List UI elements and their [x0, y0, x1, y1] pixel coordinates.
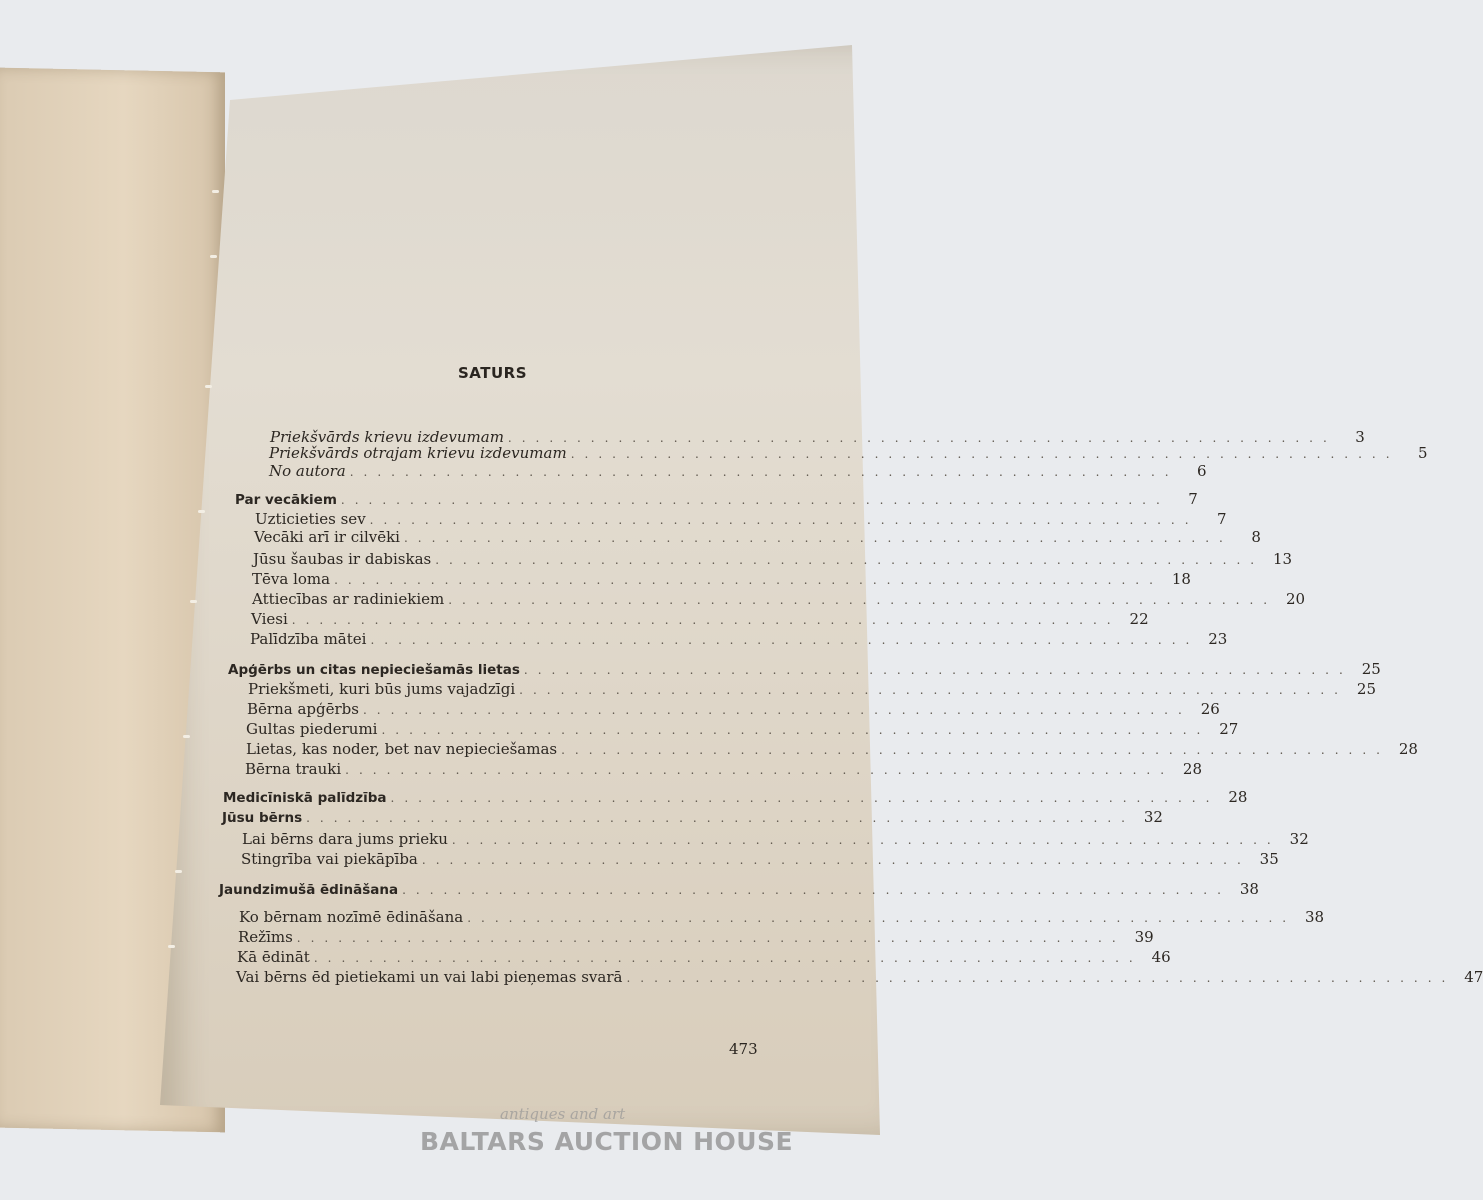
toc-entry-title: Režīms: [238, 928, 293, 946]
dot-leader: ............................................................: [403, 531, 1233, 545]
dot-leader: ............................................................: [313, 951, 1143, 965]
toc-entry-page: 38: [1305, 908, 1325, 926]
toc-entry-page: 7: [1188, 490, 1198, 508]
dot-leader: ............................................................: [570, 447, 1400, 461]
toc-entry: [238, 928, 1154, 947]
toc-entry: [252, 570, 1191, 589]
dot-leader: ............................................................: [362, 703, 1192, 717]
toc-entry: [235, 490, 1198, 509]
dot-leader: ............................................................: [306, 811, 1135, 825]
toc-entry-page: 8: [1251, 528, 1261, 546]
toc-entry-title: Vai bērns ēd pietiekami un vai labi pieņemas svarā: [236, 968, 623, 986]
toc-entry: [241, 850, 1279, 869]
toc-entry-page: 38: [1239, 880, 1259, 898]
toc-entry-title: Viesi: [251, 610, 288, 628]
toc-entry-page: 7: [1217, 510, 1227, 528]
dot-leader: ............................................................: [435, 553, 1265, 567]
dot-leader: ............................................................: [334, 573, 1163, 587]
toc-entry: [269, 462, 1207, 481]
toc-entry-title: Uzticieties sev: [255, 510, 366, 528]
dot-leader: ............................................................: [390, 791, 1220, 805]
toc-entry-title: Lietas, kas noder, bet nav nepieciešamas: [246, 740, 558, 758]
toc-entry-page: 32: [1289, 830, 1309, 848]
dot-leader: ............................................................: [291, 613, 1121, 627]
toc-entry: [246, 740, 1418, 759]
toc-entry-title: Jūsu bērns: [222, 810, 303, 826]
toc-entry-page: 32: [1143, 808, 1163, 826]
dot-leader: ............................................................: [369, 513, 1199, 527]
toc-entry-title: Bērna trauki: [245, 760, 342, 778]
toc-entry-title: Stingrība vai piekāpība: [241, 850, 418, 868]
toc-entry-page: 6: [1197, 462, 1207, 480]
toc-entry: [242, 830, 1309, 849]
dot-leader: ............................................................: [451, 833, 1281, 847]
dot-leader: ............................................................: [370, 633, 1200, 647]
toc-entry-title: Jaundzimušā ēdināšana: [219, 882, 399, 898]
dot-leader: ............................................................: [626, 971, 1456, 985]
toc-entry: [255, 510, 1227, 529]
toc-entry-page: 27: [1219, 720, 1239, 738]
toc-entry: [223, 788, 1248, 807]
toc-entry-page: 5: [1418, 444, 1428, 462]
toc-entry-title: No autora: [269, 462, 346, 480]
toc-entry-title: Gultas piederumi: [246, 720, 378, 738]
toc-entry-title: Apģērbs un citas nepieciešamās lietas: [228, 662, 520, 678]
toc-entry: [251, 610, 1149, 629]
dot-leader: ............................................................: [467, 911, 1297, 925]
toc-entry-title: Attiecības ar radiniekiem: [252, 590, 445, 608]
dot-leader: ............................................................: [381, 723, 1211, 737]
toc-entry-page: 28: [1398, 740, 1418, 758]
toc-entry: [269, 444, 1428, 463]
toc-entry-title: Bērna apģērbs: [247, 700, 359, 718]
toc-entry-title: Vecāki arī ir cilvēki: [254, 528, 400, 546]
toc-entry: [222, 808, 1163, 827]
toc-entry: [237, 948, 1171, 967]
toc-entry: [253, 550, 1293, 569]
toc-entry-title: Medicīniskā palīdzība: [223, 790, 387, 806]
toc-entry-page: 26: [1200, 700, 1220, 718]
dot-leader: ............................................................: [519, 683, 1348, 697]
toc-entry-title: Jūsu šaubas ir dabiskas: [253, 550, 432, 568]
toc-entry-title: Kā ēdināt: [237, 948, 310, 966]
toc-entry-page: 28: [1182, 760, 1203, 778]
toc-entry: [228, 660, 1381, 679]
watermark: [420, 1105, 820, 1175]
toc-entry-title: Priekšvārds otrajam krievu izdevumam: [269, 444, 567, 462]
toc-entry-title: Tēva loma: [252, 570, 331, 588]
toc-entry-page: 18: [1171, 570, 1191, 588]
toc-entry: [250, 630, 1228, 649]
toc-entry-page: 46: [1151, 948, 1171, 966]
dot-leader: ............................................................: [340, 493, 1170, 507]
toc-entry-title: Priekšvārds krievu izdevumam: [270, 428, 504, 446]
toc-entry-page: 39: [1134, 928, 1154, 946]
dot-leader: ............................................................: [561, 743, 1390, 757]
toc-entry: [236, 968, 1483, 987]
dot-leader: ............................................................: [523, 663, 1353, 677]
toc-entry: [219, 880, 1259, 899]
toc-entry-page: 23: [1208, 630, 1228, 648]
dot-leader: ............................................................: [402, 883, 1231, 897]
toc-entry-page: 28: [1228, 788, 1248, 806]
toc-entry: [247, 700, 1220, 719]
toc-entry: [252, 590, 1306, 609]
page-number: 473: [729, 1040, 758, 1058]
watermark-brand: BALTARS AUCTION HOUSE: [420, 1127, 794, 1156]
dot-leader: ............................................................: [345, 763, 1175, 777]
toc-entry-page: 35: [1259, 850, 1279, 868]
toc-entry-title: Par vecākiem: [235, 492, 337, 508]
toc-entry: [246, 720, 1239, 739]
toc-entry-title: Priekšmeti, kuri būs jums vajadzīgi: [248, 680, 516, 698]
watermark-tagline: antiques and art: [500, 1105, 626, 1123]
toc-entry-page: 25: [1361, 660, 1381, 678]
toc-entry-page: 3: [1355, 428, 1365, 446]
toc-entry: [245, 760, 1203, 779]
dot-leader: ............................................................: [349, 465, 1179, 479]
toc-heading: SATURS: [458, 364, 528, 382]
toc-entry-title: Palīdzība mātei: [250, 630, 367, 648]
toc-entry-page: 47: [1464, 968, 1483, 986]
toc-entry-title: Ko bērnam nozīmē ēdināšana: [239, 908, 464, 926]
dot-leader: ............................................................: [421, 853, 1251, 867]
toc-entry-page: 25: [1356, 680, 1376, 698]
dot-leader: ............................................................: [448, 593, 1278, 607]
toc-entry-title: Lai bērns dara jums prieku: [242, 830, 448, 848]
toc-entry: [248, 680, 1376, 699]
dot-leader: ............................................................: [296, 931, 1126, 945]
toc-entry: [239, 908, 1325, 927]
toc-entry: [254, 528, 1261, 547]
toc-entry-page: 22: [1129, 610, 1149, 628]
dot-leader: ............................................................: [507, 431, 1337, 445]
toc-entry-page: 20: [1286, 590, 1306, 608]
toc-entry-page: 13: [1273, 550, 1293, 568]
